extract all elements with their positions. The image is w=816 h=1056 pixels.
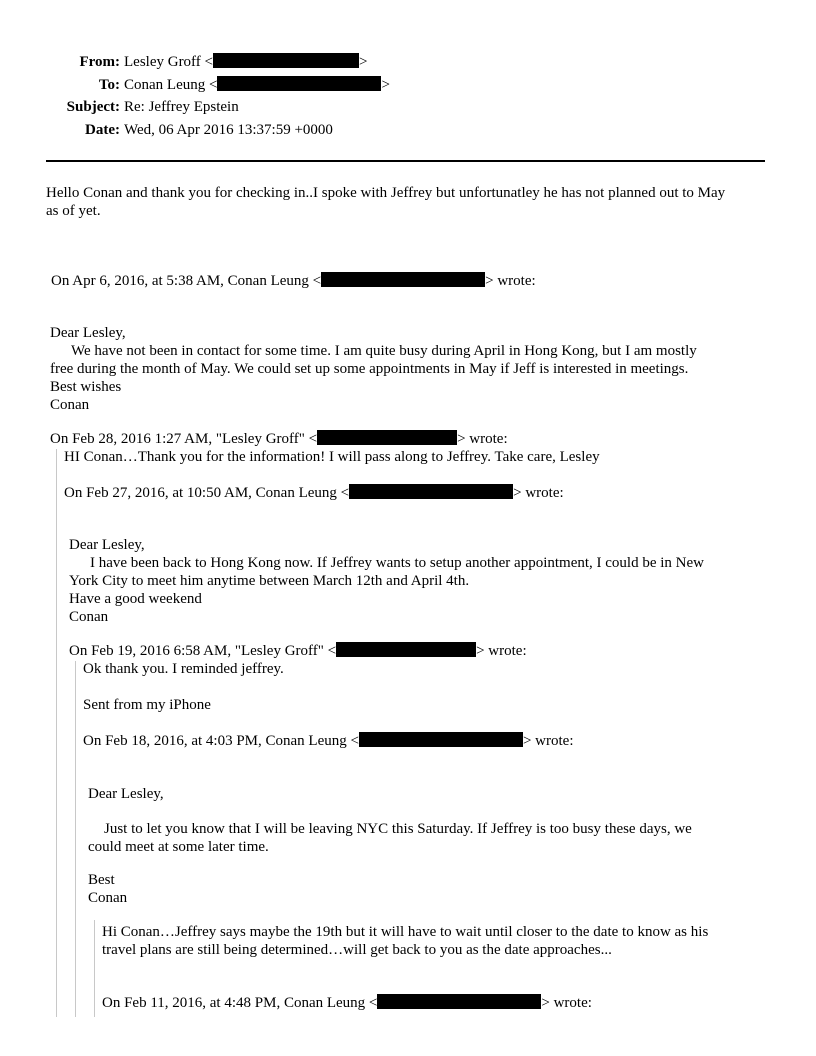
attribution-text: On Feb 27, 2016, at 10:50 AM, Conan Leung < bbox=[64, 485, 350, 501]
to-value bbox=[124, 76, 390, 94]
attribution-wrote: > wrote: bbox=[513, 485, 564, 501]
quote-line: I have been back to Hong Kong now. If Jeffrey wants to setup another appointment, I could be in New bbox=[90, 555, 704, 571]
quote-greeting: Dear Lesley, bbox=[69, 537, 145, 553]
redacted-email bbox=[377, 994, 541, 1009]
attribution-wrote: > wrote: bbox=[457, 431, 508, 447]
attribution-wrote: > wrote: bbox=[476, 643, 527, 659]
quote-line: Conan bbox=[88, 890, 128, 906]
from-close: > bbox=[359, 54, 368, 70]
redacted-email bbox=[217, 76, 381, 91]
attribution-text: On Feb 28, 2016 1:27 AM, "Lesley Groff" < bbox=[50, 431, 318, 447]
quote-line: Hi Conan…Jeffrey says maybe the 19th but it will have to wait until closer to the date to know as his bbox=[102, 924, 709, 940]
email-header bbox=[0, 53, 600, 143]
attribution-wrote: > wrote: bbox=[541, 995, 592, 1011]
redacted-email bbox=[336, 642, 476, 657]
redacted-email bbox=[359, 732, 523, 747]
quote-attribution bbox=[83, 732, 573, 750]
quote-line: travel plans are still being determined…will get back to you as the date approaches... bbox=[102, 942, 612, 958]
to-label: To: bbox=[98, 77, 120, 93]
reply-line-2: as of yet. bbox=[46, 203, 101, 219]
quote-line: HI Conan…Thank you for the information! I will pass along to Jeffrey. Take care, Lesley bbox=[64, 449, 600, 465]
quote-line: Ok thank you. I reminded jeffrey. bbox=[83, 661, 284, 677]
quote-greeting: Dear Lesley, bbox=[50, 325, 126, 341]
quote-line: Have a good weekend bbox=[69, 591, 202, 607]
date-row bbox=[0, 121, 500, 139]
quote-attribution bbox=[50, 430, 508, 448]
quote-greeting: Dear Lesley, bbox=[88, 786, 164, 802]
from-label: From: bbox=[79, 54, 120, 70]
quote-line: Sent from my iPhone bbox=[83, 697, 211, 713]
redacted-email bbox=[317, 430, 457, 445]
redacted-email bbox=[349, 484, 513, 499]
attribution-text: On Feb 18, 2016, at 4:03 PM, Conan Leung < bbox=[83, 733, 359, 749]
quote-line: free during the month of May. We could set up some appointments in May if Jeff is interested in meetings. bbox=[50, 361, 689, 377]
quote-attribution bbox=[64, 484, 564, 502]
redacted-email bbox=[213, 53, 359, 68]
attribution-text: On Apr 6, 2016, at 5:38 AM, Conan Leung < bbox=[51, 273, 322, 289]
quote-line: could meet at some later time. bbox=[88, 839, 269, 855]
header-divider bbox=[46, 160, 765, 162]
subject-value: Re: Jeffrey Epstein bbox=[124, 99, 239, 115]
quote-line: Conan bbox=[50, 397, 90, 413]
quote-line: Conan bbox=[69, 609, 109, 625]
quote-line: Best wishes bbox=[50, 379, 122, 395]
attribution-wrote: > wrote: bbox=[522, 733, 574, 749]
attribution-wrote: > wrote: bbox=[485, 273, 536, 289]
quote-bar bbox=[94, 920, 95, 1017]
from-name: Lesley Groff < bbox=[124, 54, 213, 70]
quote-attribution bbox=[51, 272, 536, 290]
subject-row bbox=[0, 98, 500, 116]
attribution-text: On Feb 19, 2016 6:58 AM, "Lesley Groff" < bbox=[69, 643, 337, 659]
to-close: > bbox=[381, 77, 390, 93]
from-row bbox=[0, 53, 500, 71]
quote-line: We have not been in contact for some time. I am quite busy during April in Hong Kong, but I am mostly bbox=[71, 343, 697, 359]
from-value bbox=[124, 53, 367, 71]
to-name: Conan Leung < bbox=[124, 77, 218, 93]
date-value: Wed, 06 Apr 2016 13:37:59 +0000 bbox=[124, 122, 333, 138]
attribution-text: On Feb 11, 2016, at 4:48 PM, Conan Leung < bbox=[102, 995, 378, 1011]
subject-label: Subject: bbox=[66, 99, 120, 115]
to-row bbox=[0, 76, 500, 94]
quote-line: Best bbox=[88, 872, 115, 888]
quote-line: York City to meet him anytime between March 12th and April 4th. bbox=[69, 573, 470, 589]
date-label: Date: bbox=[85, 122, 120, 138]
quote-bar bbox=[56, 449, 57, 1017]
quote-bar bbox=[75, 661, 76, 1017]
quote-attribution bbox=[69, 642, 527, 660]
quote-attribution bbox=[102, 994, 592, 1012]
reply-line-1: Hello Conan and thank you for checking in..I spoke with Jeffrey but unfortunatley he has not planned out to May bbox=[46, 185, 726, 201]
quote-line: Just to let you know that I will be leaving NYC this Saturday. If Jeffrey is too busy these days, we bbox=[104, 821, 692, 837]
redacted-email bbox=[321, 272, 485, 287]
